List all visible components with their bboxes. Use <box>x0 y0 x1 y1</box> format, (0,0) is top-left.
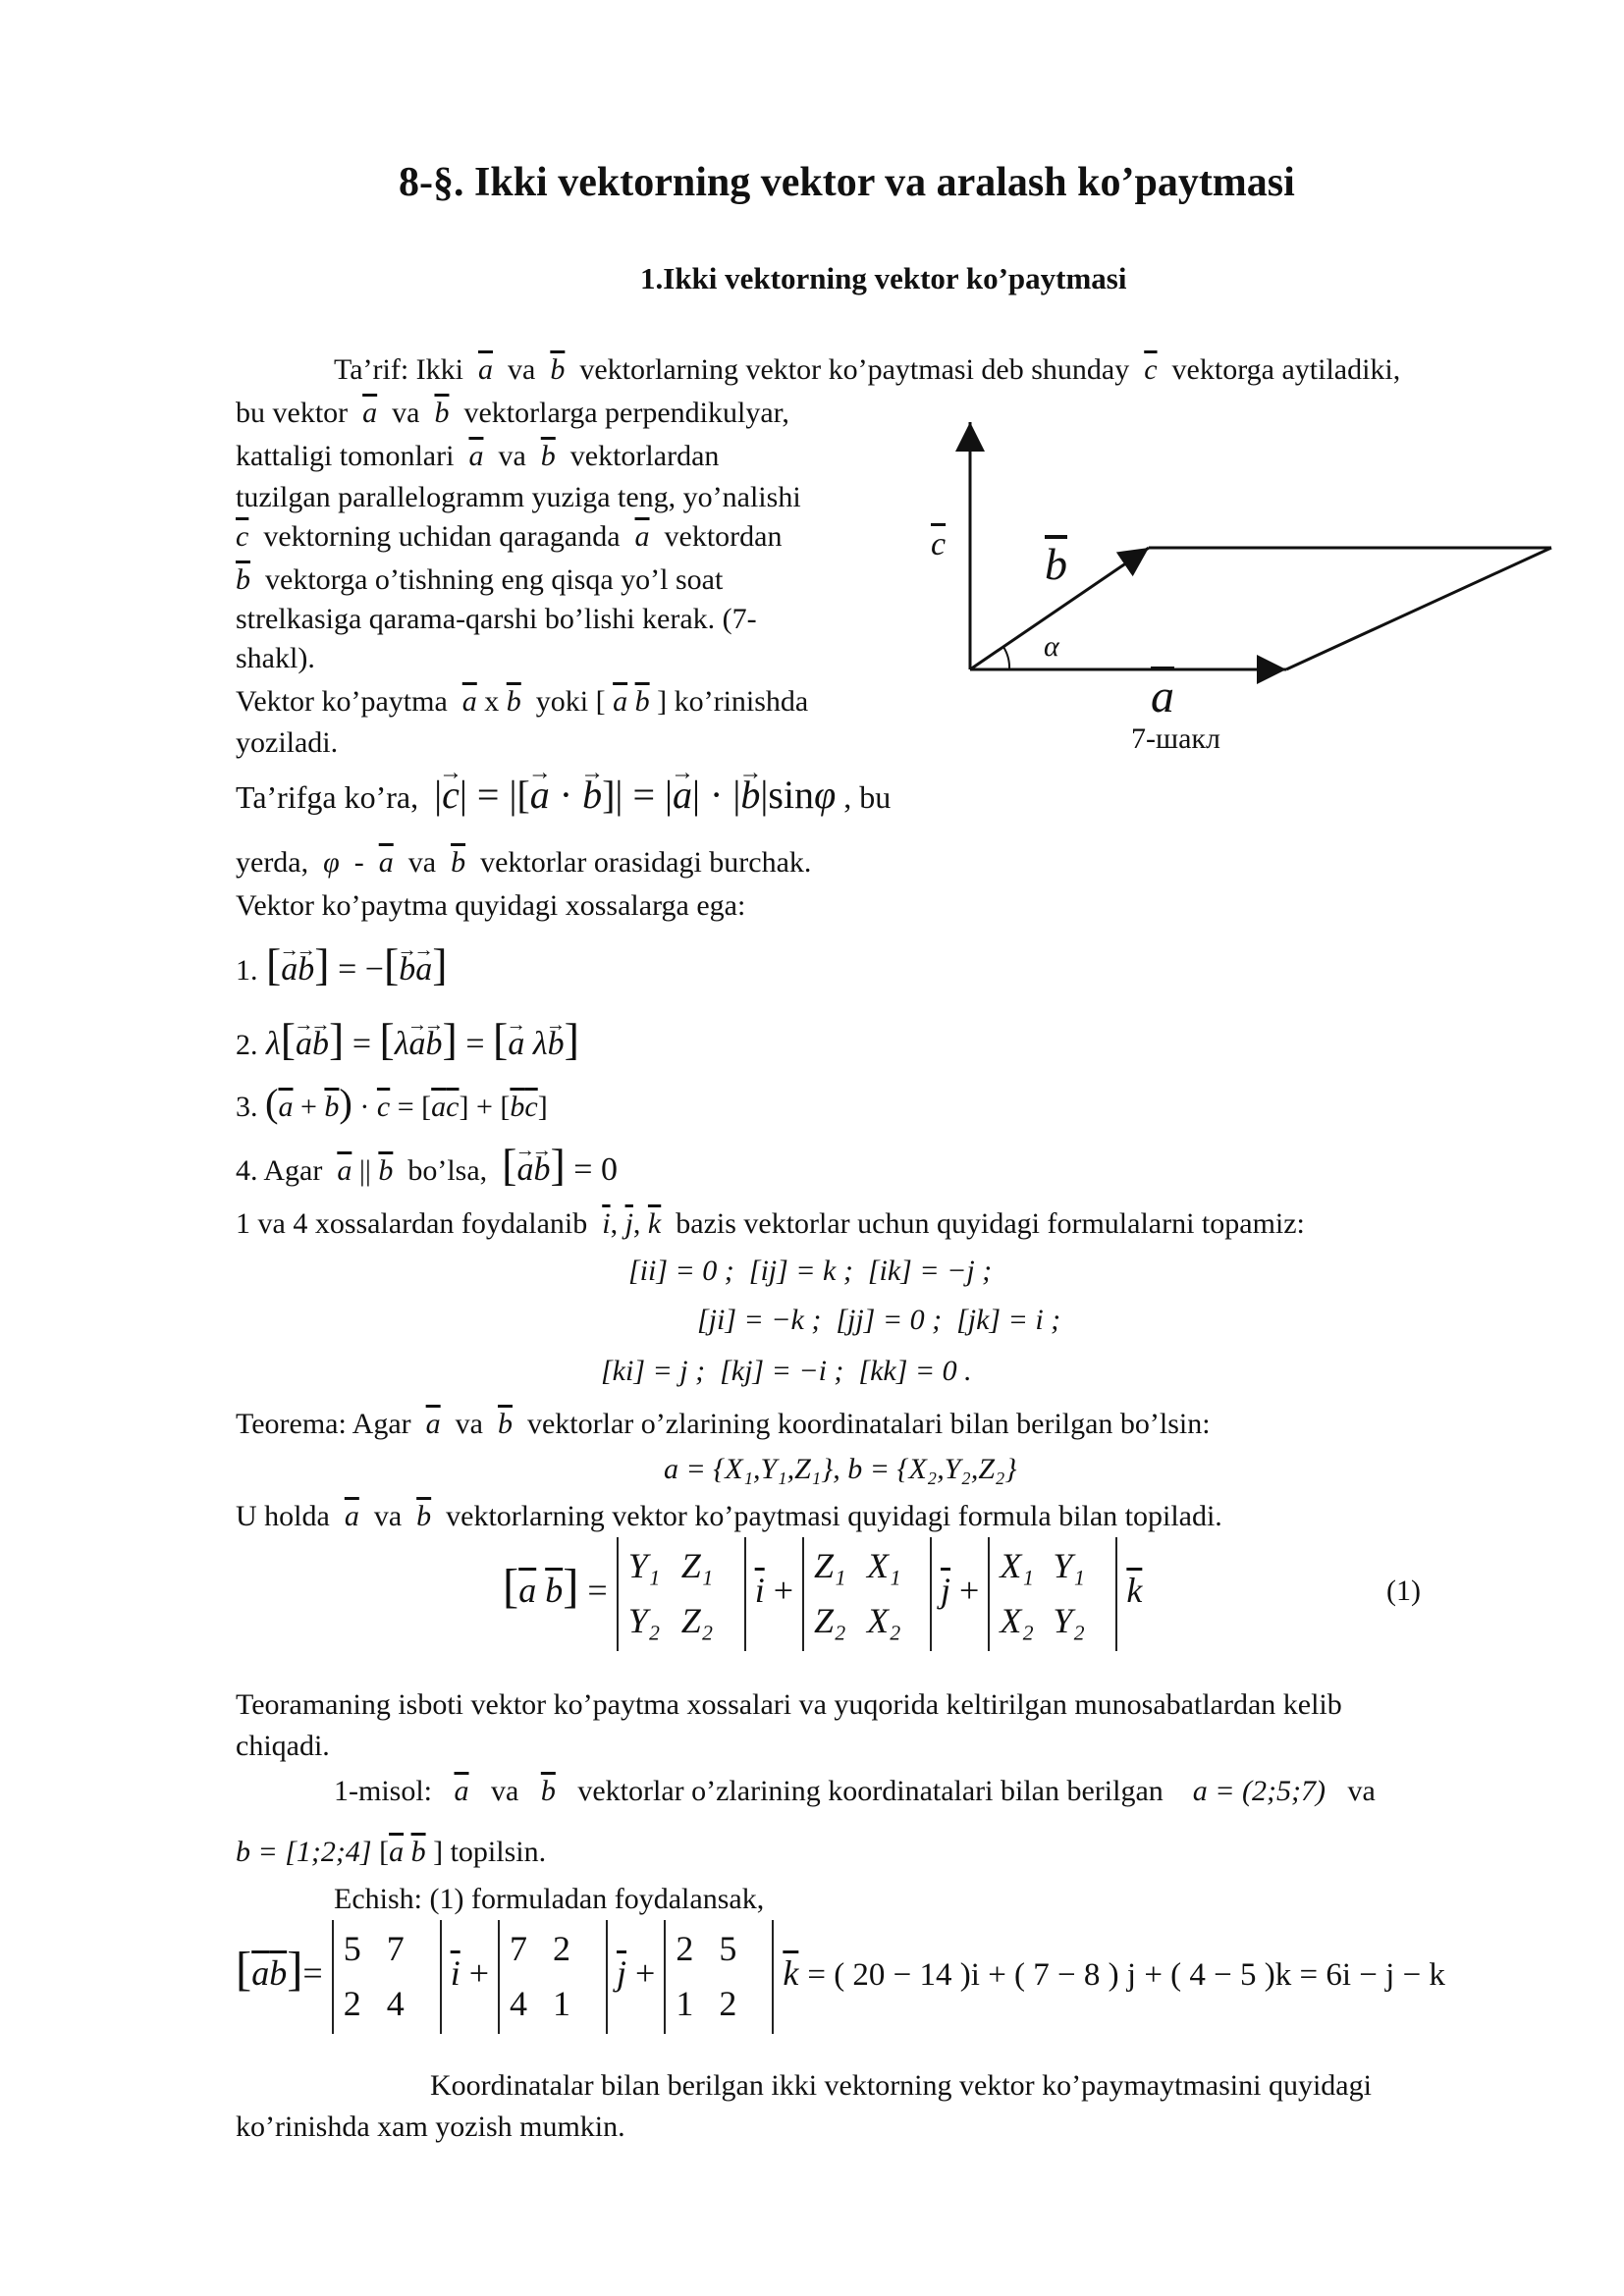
figure-label-b: $\overline{b}$ <box>1045 539 1067 589</box>
proof-line-1: Teoramaning isboti vektor ko’paytma xossalari va yuqorida keltirilgan munosabatlardan kelib <box>236 1688 1342 1721</box>
definition-line-1: Ta’rif: Ikki $\overline{a}$ va $\overline{b}$ vektorlarning vektor ko’paytmasi deb shunday $\overline{c}$ vektorga aytiladiki, <box>334 353 1401 386</box>
example-computation: $[\overline{a}\overline{b}]=$ 5 7 2 4 $\overline{i}$ + 7 2 4 1 $\overline{j}$ + 2 5 1 2 $\overline{k}$ = ( 20 − 14 )i + ( 7 − 8 ) j + ( 4 − 5 )k = 6i − j − k <box>236 1920 1445 2034</box>
parallelogram-figure <box>913 393 1581 766</box>
figure-label-c: $\overline{c}$ <box>931 526 947 562</box>
example-line-2: b = [1;2;4] [$\overline{a}$ $\overline{b}$ ] topilsin. <box>236 1836 547 1868</box>
section-subtitle: 1.Ikki vektorning vektor ko’paytmasi <box>640 261 1127 295</box>
determinant-3: X₁ Y₁ X₂ Y₂ <box>988 1537 1117 1651</box>
basis-row-3: [ki] = j ; [kj] = −i ; [kk] = 0 . <box>601 1355 972 1387</box>
figure-label-alpha: α <box>1044 630 1059 663</box>
definition-line-6: $\overline{b}$ vektorga o’tishning eng qisqa yo’l soat <box>236 563 724 596</box>
definition-line-8: shakl). <box>236 642 315 674</box>
vector-product-formula: [$\overline{a}$ $\overline{b}$] = Y₁ Z₁ Y₂ Z₂ $\overline{i}$ + Z₁ X₁ Z₂ X₂ $\overline{j}$ + X₁ Y₁ X₂ Y₂ $\overline{k}$ <box>503 1537 1142 1651</box>
numeric-determinant-3: 2 5 1 2 <box>664 1920 774 2034</box>
definition-line-12: yerda, φ - $\overline{a}$ va $\overline{b}$ vektorlar orasidagi burchak. <box>236 846 812 879</box>
closing-line-2: ko’rinishda xam yozish mumkin. <box>236 2110 625 2143</box>
definition-line-7: strelkasiga qarama-qarshi bo’lishi kerak. (7- <box>236 603 757 635</box>
property-2: 2. λ[→ a→ b] = [λ→ a→ b] = [→ a λ→ b] <box>236 1017 579 1062</box>
basis-intro: 1 va 4 xossalardan foydalanib $\overline{i}$, $\overline{j}$, $\overline{k}$ bazis vektorlar uchun quyidagi formulalarni topamiz: <box>236 1207 1305 1240</box>
determinant-2: Z₁ X₁ Z₂ X₂ <box>802 1537 932 1651</box>
definition-line-10: yoziladi. <box>236 726 339 759</box>
figure-caption: 7-шакл <box>1131 722 1220 755</box>
property-4: 4. Agar $\overline{a}$ || $\overline{b}$ bo’lsa, [→ a→ b] = 0 <box>236 1143 618 1188</box>
theorem-coordinates: a = {X₁,Y₁,Z₁}, b = {X₂,Y₂,Z₂} <box>664 1453 1017 1485</box>
angle-alpha-arc <box>1003 647 1009 669</box>
page-title: 8-§. Ikki vektorning vektor va aralash ko’paytmasi <box>399 160 1295 205</box>
magnitude-formula: Ta’rifga ko’ra, |→ c| = |[→ a · → b]| = |→ a| · |→ b|sinφ , bu <box>236 775 891 815</box>
parallelogram-right-edge <box>1286 548 1551 669</box>
example-solution-line: Echish: (1) formuladan foydalansak, <box>334 1883 765 1915</box>
property-1: 1. [→ a→ b] = −[→ b→ a] <box>236 942 448 988</box>
closing-line-1: Koordinatalar bilan berilgan ikki vektorning vektor ko’paymaytmasini quyidagi <box>430 2069 1372 2102</box>
proof-line-2: chiqadi. <box>236 1730 330 1762</box>
definition-line-13: Vektor ko’paytma quyidagi xossalarga ega: <box>236 889 746 922</box>
determinant-1: Y₁ Z₁ Y₂ Z₂ <box>617 1537 746 1651</box>
figure-label-a: $\overline{a}$ <box>1151 670 1174 722</box>
example-line-1: 1-misol: $\overline{a}$ va $\overline{b}$ vektorlar o’zlarining koordinatalari bilan berilgan a = (2;5;7) va <box>334 1775 1376 1807</box>
definition-line-3: kattaligi tomonlari $\overline{a}$ va $\overline{b}$ vektorlardan <box>236 440 720 472</box>
definition-line-9: Vektor ko’paytma $\overline{a}$ x $\overline{b}$ yoki [ $\overline{a}$ $\overline{b}$ ] ko’rinishda <box>236 685 809 718</box>
definition-line-4: tuzilgan parallelogramm yuziga teng, yo’nalishi <box>236 481 801 513</box>
numeric-determinant-1: 5 7 2 4 <box>332 1920 442 2034</box>
property-3: 3. $(\overline{a} + \overline{b}) \cdot \overline{c} = [\overline{a}\overline{c}] + [\overline{b}\overline{c}]$ <box>236 1081 548 1125</box>
numeric-determinant-2: 7 2 4 1 <box>498 1920 608 2034</box>
theorem-then-line: U holda $\overline{a}$ va $\overline{b}$ vektorlarning vektor ko’paytmasi quyidagi formula bilan topiladi. <box>236 1500 1222 1532</box>
theorem-line: Teorema: Agar $\overline{a}$ va $\overline{b}$ vektorlar o’zlarining koordinatalari bilan berilgan bo’lsin: <box>236 1408 1211 1440</box>
definition-line-2: bu vektor $\overline{a}$ va $\overline{b}$ vektorlarga perpendikulyar, <box>236 397 789 429</box>
basis-row-1: [ii] = 0 ; [ij] = k ; [ik] = −j ; <box>628 1255 993 1287</box>
formula-number: (1) <box>1386 1575 1421 1607</box>
basis-row-2: [ji] = −k ; [jj] = 0 ; [jk] = i ; <box>697 1304 1061 1336</box>
definition-line-5: $\overline{c}$ vektorning uchidan qaraganda $\overline{a}$ vektordan <box>236 520 783 553</box>
